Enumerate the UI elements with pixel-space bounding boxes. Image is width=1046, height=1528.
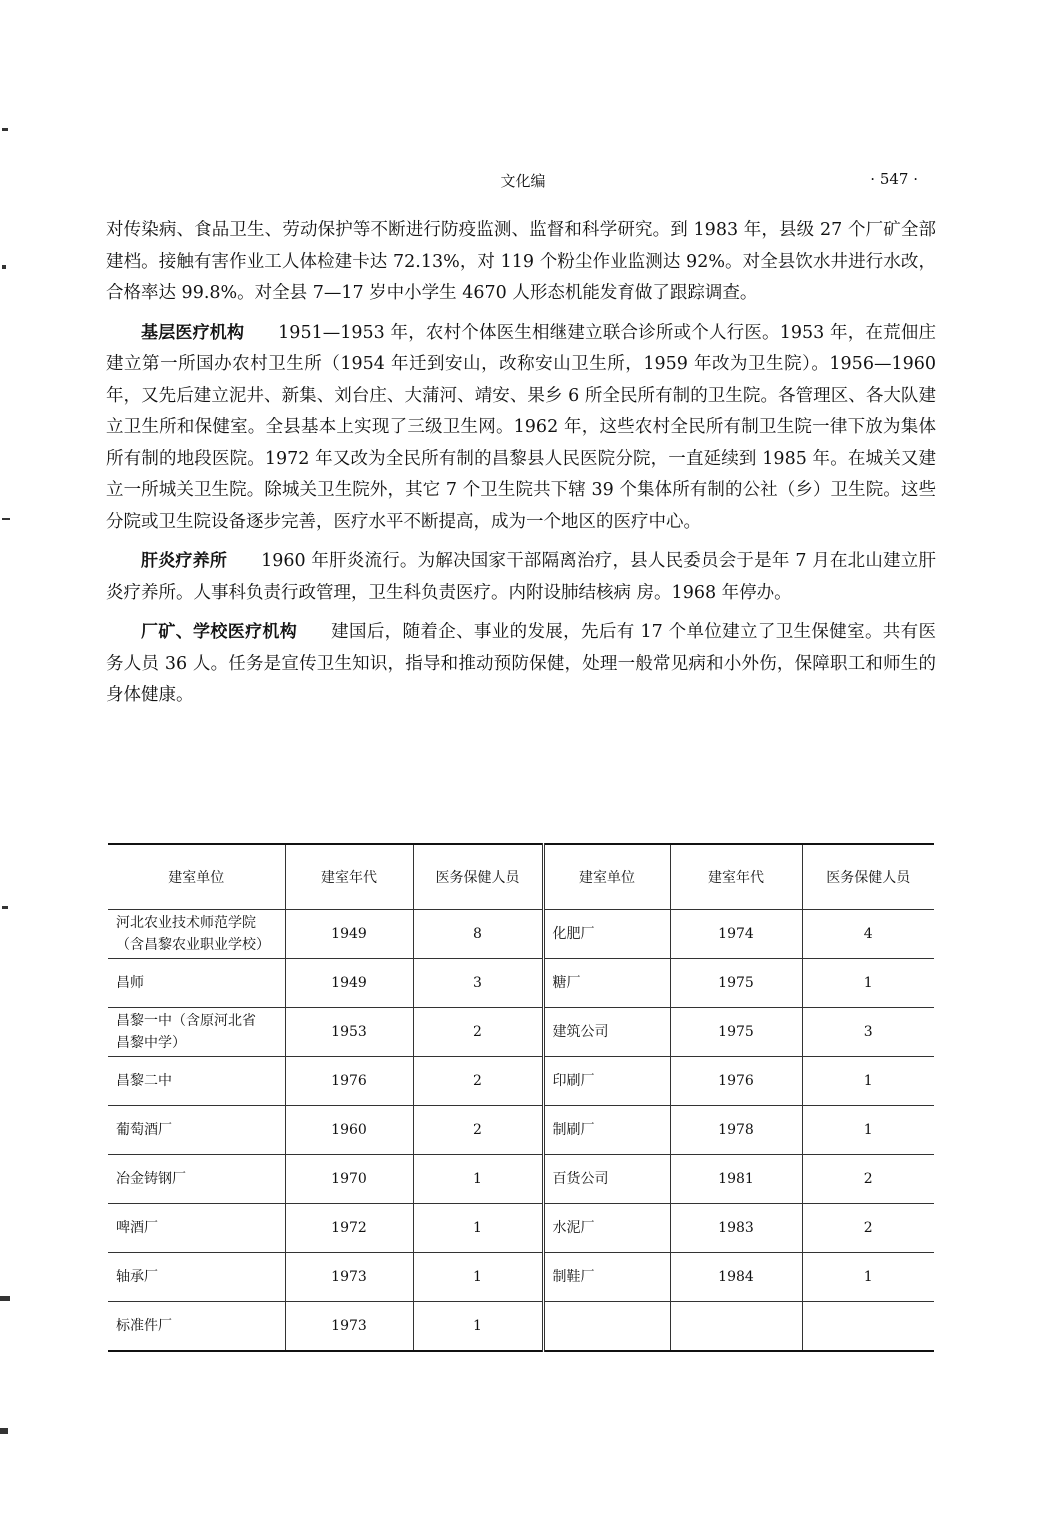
unit-name-cell: 化肥厂 — [543, 910, 670, 959]
column-header-unit: 建室单位 — [543, 844, 670, 910]
scan-speck — [2, 265, 6, 269]
staff-cell: 3 — [802, 1008, 934, 1057]
staff-cell: 8 — [413, 910, 543, 959]
year-cell: 1976 — [285, 1057, 413, 1106]
column-header-staff: 医务保健人员 — [802, 844, 934, 910]
staff-cell: 2 — [802, 1204, 934, 1253]
unit-name-cell: 葡萄酒厂 — [108, 1106, 285, 1155]
staff-cell: 1 — [802, 959, 934, 1008]
year-cell: 1973 — [285, 1302, 413, 1352]
table-row — [108, 1106, 934, 1155]
year-cell — [670, 1302, 802, 1352]
table-row — [108, 1155, 934, 1204]
health-room-table — [108, 843, 934, 1352]
table-row — [108, 1008, 934, 1057]
table-row — [108, 1057, 934, 1106]
section-title: 肝炎疗养所 — [141, 551, 228, 571]
unit-name-cell: 昌黎二中 — [108, 1057, 285, 1106]
year-cell: 1960 — [285, 1106, 413, 1155]
scan-speck — [2, 128, 8, 131]
year-cell: 1983 — [670, 1204, 802, 1253]
staff-cell: 1 — [802, 1106, 934, 1155]
table-row — [108, 1204, 934, 1253]
running-header: 文化编 — [500, 172, 546, 190]
unit-name-cell: 水泥厂 — [543, 1204, 670, 1253]
unit-name-cell: 印刷厂 — [543, 1057, 670, 1106]
staff-cell: 1 — [413, 1302, 543, 1352]
unit-name-cell: 啤酒厂 — [108, 1204, 285, 1253]
paragraph-text: 建国后，随着企、事业的发展，先后有 17 个单位建立了卫生保健室。共有医务人员 36 人。任务是宣传卫生知识，指导和推动预防保健，处理一般常见病和小外伤，保障职工和师生的身体健康。 — [106, 622, 936, 705]
unit-name-cell: 昌师 — [108, 959, 285, 1008]
scan-speck — [2, 906, 8, 909]
table-row — [108, 1253, 934, 1302]
scan-speck — [2, 518, 10, 520]
year-cell: 1978 — [670, 1106, 802, 1155]
unit-name-cell: 糖厂 — [543, 959, 670, 1008]
staff-cell: 3 — [413, 959, 543, 1008]
year-cell: 1953 — [285, 1008, 413, 1057]
unit-name-cell: 建筑公司 — [543, 1008, 670, 1057]
column-header-year: 建室年代 — [285, 844, 413, 910]
table-row — [108, 959, 934, 1008]
staff-cell: 1 — [413, 1253, 543, 1302]
paragraph-text: 1951—1953 年，农村个体医生相继建立联合诊所或个人行医。1953 年，在荒佃庄建立第一所国办农村卫生所（1954 年迁到安山，改称安山卫生所，1959 年改为卫生院）。1956—1960 年，又先后建立泥井、新集、刘台庄、大蒲河、靖安、果乡 6 所全民所有制的卫生院。各管理区、各大队建立卫生所和保健室。全县基本上实现了三级卫生网。1962 年，这些农村全民所有制卫生院一律下放为集体所有制的地段医院。1972 年又改为全民所有制的昌黎县人民医院分院，一直延续到 1985 年。在城关又建立一所城关卫生院。除城关卫生院外，其它 7 个卫生院共下辖 39 个集体所有制的公社（乡）卫生院。这些分院或卫生院设备逐步完善，医疗水平不断提高，成为一个地区的医疗中心。 — [106, 322, 937, 532]
staff-cell: 1 — [413, 1204, 543, 1253]
unit-name-cell: 冶金铸钢厂 — [108, 1155, 285, 1204]
section-title: 基层医疗机构 — [141, 322, 245, 343]
staff-cell: 2 — [802, 1155, 934, 1204]
year-cell: 1970 — [285, 1155, 413, 1204]
staff-cell: 2 — [413, 1106, 543, 1155]
unit-name-cell: 制刷厂 — [543, 1106, 670, 1155]
paragraph-epidemic — [106, 215, 936, 310]
staff-cell — [802, 1302, 934, 1352]
year-cell: 1975 — [670, 1008, 802, 1057]
paragraph-hepatitis-sanatorium — [106, 546, 936, 609]
year-cell: 1949 — [285, 910, 413, 959]
staff-cell: 2 — [413, 1057, 543, 1106]
staff-cell: 1 — [802, 1057, 934, 1106]
table-row — [108, 910, 934, 959]
section-title: 厂矿、学校医疗机构 — [141, 622, 298, 642]
paragraph-grassroots-medical — [106, 318, 936, 539]
year-cell: 1976 — [670, 1057, 802, 1106]
column-header-year: 建室年代 — [670, 844, 802, 910]
staff-cell: 1 — [802, 1253, 934, 1302]
column-header-staff: 医务保健人员 — [413, 844, 543, 910]
column-header-unit: 建室单位 — [108, 844, 285, 910]
year-cell: 1972 — [285, 1204, 413, 1253]
year-cell: 1949 — [285, 959, 413, 1008]
unit-name-cell: 轴承厂 — [108, 1253, 285, 1302]
unit-name-cell: 百货公司 — [543, 1155, 670, 1204]
page-number: · 547 · — [870, 170, 918, 188]
table-row — [108, 1302, 934, 1352]
paragraph-factory-school-medical — [106, 617, 936, 712]
scan-speck — [0, 1296, 10, 1301]
staff-cell: 1 — [413, 1155, 543, 1204]
staff-cell: 2 — [413, 1008, 543, 1057]
unit-name-cell: 标准件厂 — [108, 1302, 285, 1352]
year-cell: 1975 — [670, 959, 802, 1008]
unit-name-cell: 制鞋厂 — [543, 1253, 670, 1302]
paragraph-text: 对传染病、食品卫生、劳动保护等不断进行防疫监测、监督和科学研究。到 1983 年，县级 27 个厂矿全部建档。接触有害作业工人体检建卡达 72.13%，对 119 个粉尘作业监测达 92%。对全县饮水井进行水改，合格率达 99.8%。对全县 7—17 岁中小学生 4670 人形态机能发育做了跟踪调查。 — [106, 220, 936, 303]
year-cell: 1981 — [670, 1155, 802, 1204]
staff-cell: 4 — [802, 910, 934, 959]
year-cell: 1984 — [670, 1253, 802, 1302]
table-header-row — [108, 844, 934, 910]
unit-name-cell: 昌黎一中（含原河北省 昌黎中学） — [108, 1008, 285, 1057]
unit-name-cell: 河北农业技术师范学院 （含昌黎农业职业学校） — [108, 910, 285, 959]
unit-name-cell — [543, 1302, 670, 1352]
scan-speck — [0, 1428, 8, 1434]
body-text — [106, 215, 936, 720]
year-cell: 1973 — [285, 1253, 413, 1302]
year-cell: 1974 — [670, 910, 802, 959]
paragraph-text: 1960 年肝炎流行。为解决国家干部隔离治疗，县人民委员会于是年 7 月在北山建立肝炎疗养所。人事科负责行政管理，卫生科负责医疗。内附设肺结核病 房。1968 年停办。 — [106, 551, 937, 603]
